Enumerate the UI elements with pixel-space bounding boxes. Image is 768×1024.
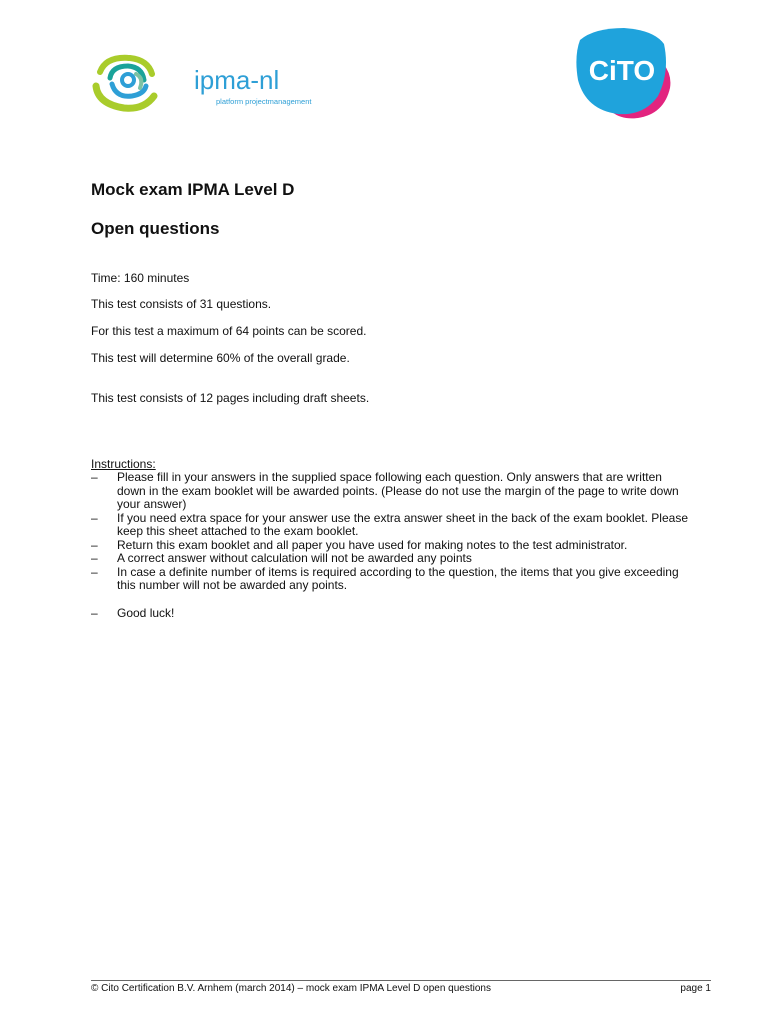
ipma-logo-tagline: platform projectmanagement: [216, 97, 312, 106]
ipma-logo-name: ipma-nl: [194, 65, 280, 95]
list-dash: –: [91, 564, 98, 579]
cito-logo: [572, 26, 676, 122]
list-item: [91, 512, 691, 539]
list-dash: –: [91, 537, 98, 552]
instruction-text: A correct answer without calculation will not be awarded any points: [117, 551, 472, 565]
info-questions: This test consists of 31 questions.: [91, 297, 272, 311]
ipma-logo-graphic: [92, 52, 332, 114]
info-grade: This test will determine 60% of the overall grade.: [91, 351, 350, 365]
list-item: [91, 552, 691, 566]
instruction-text: If you need extra space for your answer use the extra answer sheet in the back of the exam booklet. Please keep this sheet attached to the exam booklet.: [117, 510, 688, 538]
list-dash: –: [91, 605, 98, 620]
page-title: Mock exam IPMA Level D: [91, 180, 295, 199]
footer-divider: [91, 980, 711, 981]
cito-logo-graphic: [572, 26, 676, 122]
info-pages: This test consists of 12 pages including draft sheets.: [91, 391, 370, 405]
list-dash: –: [91, 470, 98, 484]
cito-logo-name: CiTO: [588, 55, 656, 86]
ipma-nl-logo: [92, 52, 332, 114]
instruction-text: Return this exam booklet and all paper you have used for making notes to the test administrator.: [117, 537, 628, 552]
instructions-heading: Instructions:: [91, 457, 156, 471]
list-item: [91, 566, 691, 593]
list-item: [91, 471, 691, 512]
page-number: page 1: [680, 983, 711, 994]
page-subtitle: Open questions: [91, 219, 220, 238]
instructions-list: [91, 471, 691, 620]
instruction-text: In case a definite number of items is required according to the question, the items that you give exceeding this number will not be awarded any points.: [117, 564, 679, 592]
list-item: [91, 607, 691, 621]
list-item: [91, 539, 691, 553]
list-dash: –: [91, 551, 98, 565]
instruction-text: Please fill in your answers in the supplied space following each question. Only answers that are written down in the exam booklet will be awarded points. (Please do not use the margin of the page to write down your answer): [117, 470, 679, 511]
info-points: For this test a maximum of 64 points can be scored.: [91, 324, 367, 338]
list-dash: –: [91, 510, 98, 525]
info-time: Time: 160 minutes: [91, 271, 190, 285]
instruction-text: Good luck!: [117, 605, 175, 620]
footer-copyright: © Cito Certification B.V. Arnhem (march 2014) – mock exam IPMA Level D open questions: [91, 983, 491, 994]
